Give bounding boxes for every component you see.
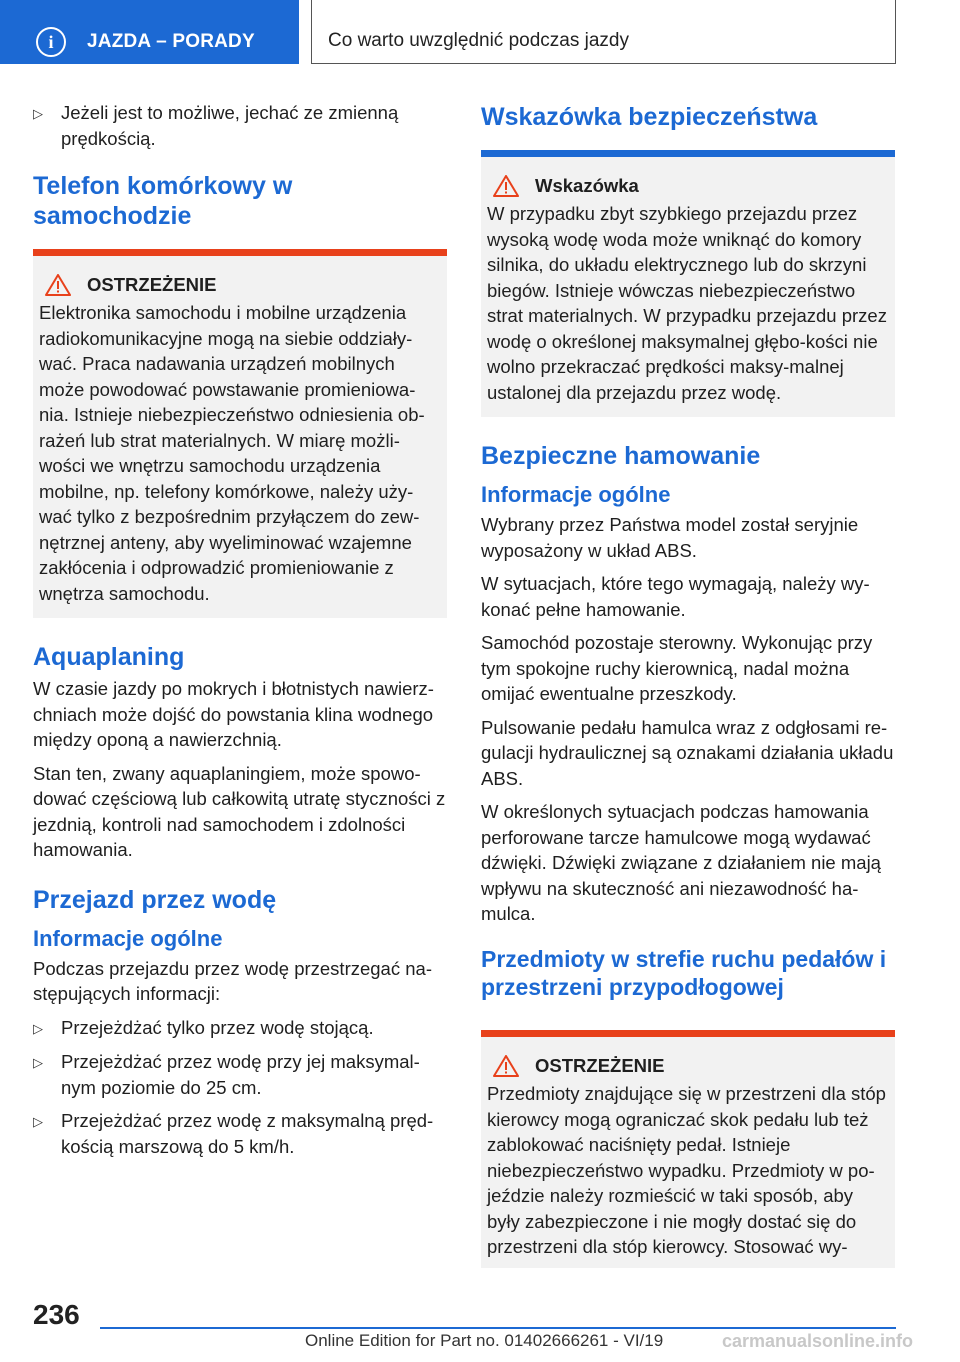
warning-text: Elektronika samochodu i mobilne urządzenia radiokomunikacyjne mogą na siebie oddziały-wać. Praca nadawania urządzeń mobilnych może powodować powstawanie promieniowa-nia. Istnieje niebezpieczeństwo odniesienia ob-rażeń lub strat materialnych. W miarę możli-wości we wnętrzu samochodu urządzenia mobilne, np. telefony komórkowe, należy uży-wać tylko z bezpośrednim przyłączem do zew-nętrznej anteny, aby wyeliminować wzajemne zakłócenia i odprowadzić promieniowanie z wnętrza samochodu. [39, 302, 425, 604]
note-header [487, 175, 887, 197]
list-item-text: Przejeżdżać przez wodę przy jej maksymal-nym poziomie do 25 cm. [61, 1051, 420, 1098]
warning-box [481, 1030, 895, 1268]
list-item [33, 1015, 447, 1042]
paragraph: Podczas przejazdu przez wodę przestrzegać na-stępujących informacji: [33, 957, 432, 1004]
list-item [33, 1049, 447, 1100]
triangle-bullet-icon: ▷ [33, 1114, 43, 1129]
note-text: W przypadku zbyt szybkiego przejazdu przez wysoką wodę woda może wniknąć do komory silnika, do układu elektrycznego lub do skrzyni biegów. Istnieje wówczas niebezpieczeństwo strat materialnych. W przypadku przejazdu przez wodę o określonej maksymalnej głębo-kości nie wolno przekraczać prędkości maksy-malnej ustalonej dla przejazdu przez wodę. [487, 203, 887, 403]
heading-pedal-objects: Przedmioty w strefie ruchu pedałów i przestrzeni przypodłogowej [481, 945, 887, 1000]
triangle-bullet-icon: ▷ [33, 106, 43, 121]
list-item-text: Przejeżdżać przez wodę z maksymalną pręd-kością marszową do 5 km/h. [61, 1110, 434, 1157]
warning-triangle-icon [493, 175, 519, 197]
warning-text: Przedmioty znajdujące się w przestrzeni dla stóp kierowcy mogą ograniczać skok pedału lub też zablokować naciśnięty pedał. Istnieje niebezpieczeństwo wypadku. Przedmioty w po-jeździe należy rozmieścić w taki sposób, aby były zabezpieczone i nie mogły dostać się do przestrzeni dla stóp kierowcy. Stosować wy- [487, 1083, 886, 1257]
warning-header [39, 274, 439, 296]
subheading-general-info: Informacje ogólne [33, 925, 223, 951]
paragraph: W czasie jazdy po mokrych i błotnistych nawierz-chniach może dojść do powstania klina wodnego między oponą a nawierzchnią. [33, 678, 434, 750]
left-column [33, 100, 447, 1167]
section-label: JAZDA – PORADY [87, 31, 255, 52]
warning-box-clipped [481, 1030, 895, 1268]
warning-label: OSTRZEŻENIE [535, 1055, 665, 1076]
page-number: 236 [33, 1299, 80, 1330]
chapter-title-box [311, 0, 896, 64]
heading-aquaplaning: Aquaplaning [33, 643, 185, 671]
note-label: Wskazówka [535, 175, 639, 196]
paragraph: Pulsowanie pedału hamulca wraz z odgłosami re-gulacji hydraulicznej są oznakami działania układu ABS. [481, 716, 894, 789]
warning-header [487, 1055, 887, 1077]
list-item-text: Przejeżdżać tylko przez wodę stojącą. [61, 1016, 374, 1038]
warning-triangle-icon [493, 1055, 519, 1077]
list-item [33, 1108, 447, 1159]
heading-safety-note: Wskazówka bezpieczeństwa [481, 103, 818, 131]
heading-safe-braking: Bezpieczne hamowanie [481, 442, 761, 470]
warning-triangle-icon [45, 274, 71, 296]
note-box [481, 150, 895, 417]
info-icon: i [36, 27, 66, 57]
warning-box [33, 249, 447, 618]
watermark-text: carmanualsonline.info [722, 1331, 914, 1351]
chapter-title: Co warto uwzględnić podczas jazdy [328, 30, 629, 51]
list-item [33, 100, 447, 151]
edition-text: Online Edition for Part no. 01402666261 - VI/19 [305, 1331, 664, 1350]
warning-label: OSTRZEŻENIE [87, 274, 217, 295]
footer-divider [100, 1327, 896, 1329]
list-item-text: Jeżeli jest to możliwe, jechać ze zmienną prędkością. [61, 102, 399, 149]
paragraph: W określonych sytuacjach podczas hamowania perforowane tarcze hamulcowe mogą wydawać dźwięki. Dźwięki związane z działaniem nie mają wpływu na skuteczność ani niezawodność ha-mulca. [481, 801, 881, 924]
triangle-bullet-icon: ▷ [33, 1055, 43, 1070]
heading-phone: Telefon komórkowy w samochodzie [33, 172, 293, 230]
heading-water-crossing: Przejazd przez wodę [33, 885, 277, 914]
paragraph: W sytuacjach, które tego wymagają, należy wy-konać pełne hamowanie. [481, 573, 870, 620]
paragraph: Stan ten, zwany aquaplaningiem, może spowo-dować częściową lub całkowitą utratę styczności z jezdnią, kontroli nad samochodem i zdolności hamowania. [33, 762, 446, 860]
paragraph: Samochód pozostaje sterowny. Wykonując przy tym spokojne ruchy kierownicą, nadal można omijać ewentualne przeszkody. [481, 632, 873, 704]
triangle-bullet-icon: ▷ [33, 1020, 43, 1036]
subheading-general-info: Informacje ogólne [481, 482, 671, 507]
right-column [481, 100, 895, 1011]
paragraph: Wybrany przez Państwa model został seryjnie wyposażony w układ ABS. [481, 514, 859, 561]
section-header [0, 0, 299, 64]
